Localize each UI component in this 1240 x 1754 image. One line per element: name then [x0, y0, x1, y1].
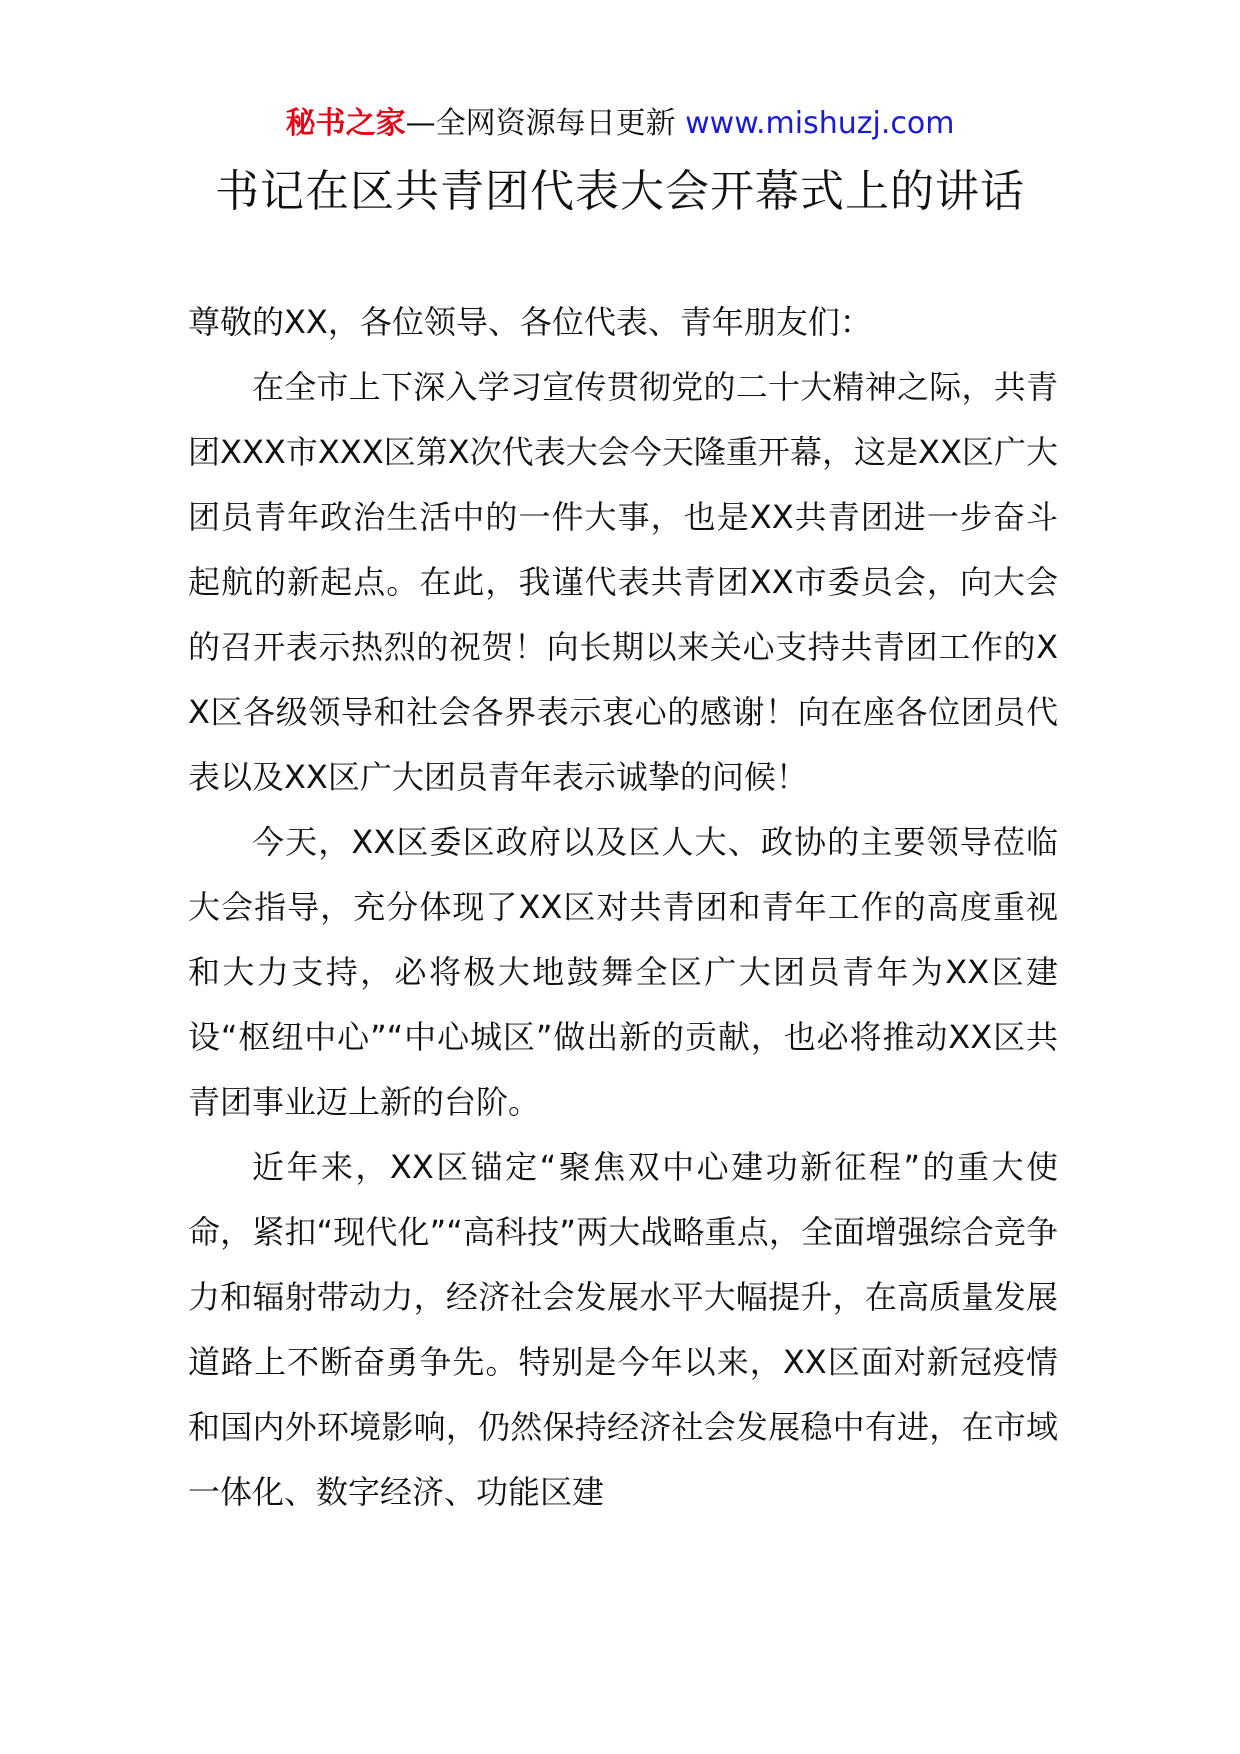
- document-body: [188, 290, 1058, 1525]
- salutation: 尊敬的XX，各位领导、各位代表、青年朋友们：: [188, 303, 872, 341]
- header-slogan: —全网资源每日更新: [405, 106, 676, 141]
- document-title: 书记在区共青团代表大会开幕式上的讲话: [215, 166, 1025, 217]
- site-header: [0, 104, 1240, 144]
- brand-name: 秘书之家: [285, 106, 406, 141]
- paragraph: 在全市上下深入学习宣传贯彻党的二十大精神之际，共青团XXX市XXX区第X次代表大会今天隆重开幕，这是XX区广大团员青年政治生活中的一件大事，也是XX共青团进一步奋斗起航的新起点。在此，我谨代表共青团XX市委员会，向大会的召开表示热烈的祝贺！向长期以来关心支持共青团工作的XX区各级领导和社会各界表示衷心的感谢！向在座各位团员代表以及XX区广大团员青年表示诚挚的问候！: [188, 368, 1058, 796]
- paragraph: 近年来，XX区锚定“聚焦双中心建功新征程”的重大使命，紧扣“现代化”“高科技”两大战略重点，全面增强综合竞争力和辐射带动力，经济社会发展水平大幅提升，在高质量发展道路上不断奋勇争先。特别是今年以来，XX区面对新冠疫情和国内外环境影响，仍然保持经济社会发展稳中有进，在市域一体化、数字经济、功能区建: [188, 1148, 1058, 1511]
- paragraph: 今天，XX区委区政府以及区人大、政协的主要领导莅临大会指导，充分体现了XX区对共青团和青年工作的高度重视和大力支持，必将极大地鼓舞全区广大团员青年为XX区建设“枢纽中心”“中心城区”做出新的贡献，也必将推动XX区共青团事业迈上新的台阶。: [188, 823, 1058, 1121]
- site-url: www.mishuzj.com: [685, 106, 955, 141]
